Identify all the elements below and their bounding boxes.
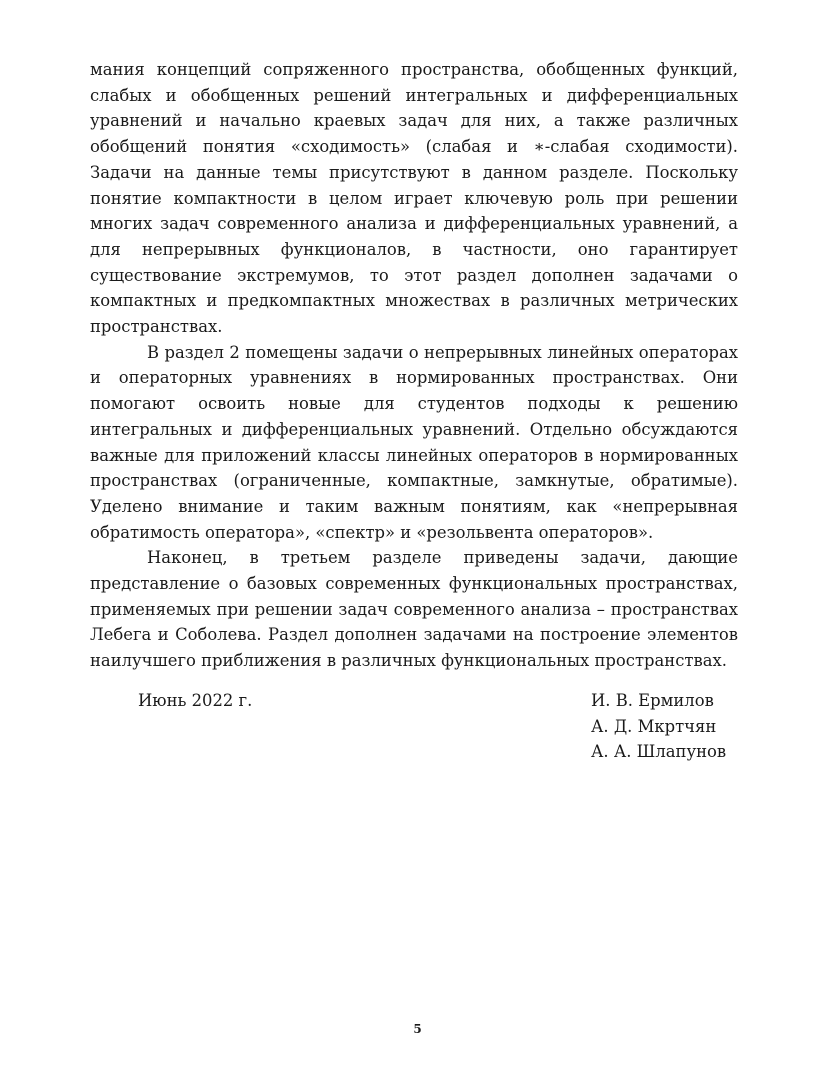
page-body	[90, 57, 738, 768]
author-name: А. А. Шлапунов	[591, 742, 727, 762]
page-number: 5	[413, 1022, 422, 1036]
date: Июнь 2022 г.	[138, 690, 253, 710]
signature-block	[90, 688, 738, 768]
author-name: И. В. Ермилов	[591, 690, 714, 710]
author-list	[591, 688, 726, 765]
paragraph-section-2: В раздел 2 помещены задачи о непрерывных линейных операторах и операторных уравнениях в нормированных пространствах. Они помогают освоить новые для студентов подходы к решению интегральных и дифференциальных уравнений. Отдельно обсуждаются важные для приложений классы линейных операторов в нормированных пространствах (ограниченные, компактные, замкнутые, обратимые). Уделено внимание и таким важным понятиям, как «непрерывная обратимость оператора», «спектр» и «резольвента операторов».	[90, 342, 738, 542]
paragraph-section-3: Наконец, в третьем разделе приведены задачи, дающие представление о базовых современных функциональных пространствах, применяемых при решении задач современного анализа – пространствах Лебега и Соболева. Раздел дополнен задачами на построение элементов наилучшего приближения в различных функциональных пространствах.	[90, 548, 738, 671]
paragraph-continuation: мания концепций сопряженного пространства, обобщенных функций, слабых и обобщенных решений интегральных и дифференциальных уравнений и начально краевых задач для них, а также различных обобщений понятия «сходимость» (слабая и ∗-слабая сходимости). Задачи на данные темы присутствуют в данном разделе. Поскольку понятие компактности в целом играет ключевую роль при решении многих задач современного анализа и дифференциальных уравнений, а для непрерывных функционалов, в частности, оно гарантирует существование экстремумов, то этот раздел дополнен задачами о компактных и предкомпактных множествах в различных метрических пространствах.	[90, 60, 738, 337]
author-name: А. Д. Мкртчян	[591, 716, 717, 736]
